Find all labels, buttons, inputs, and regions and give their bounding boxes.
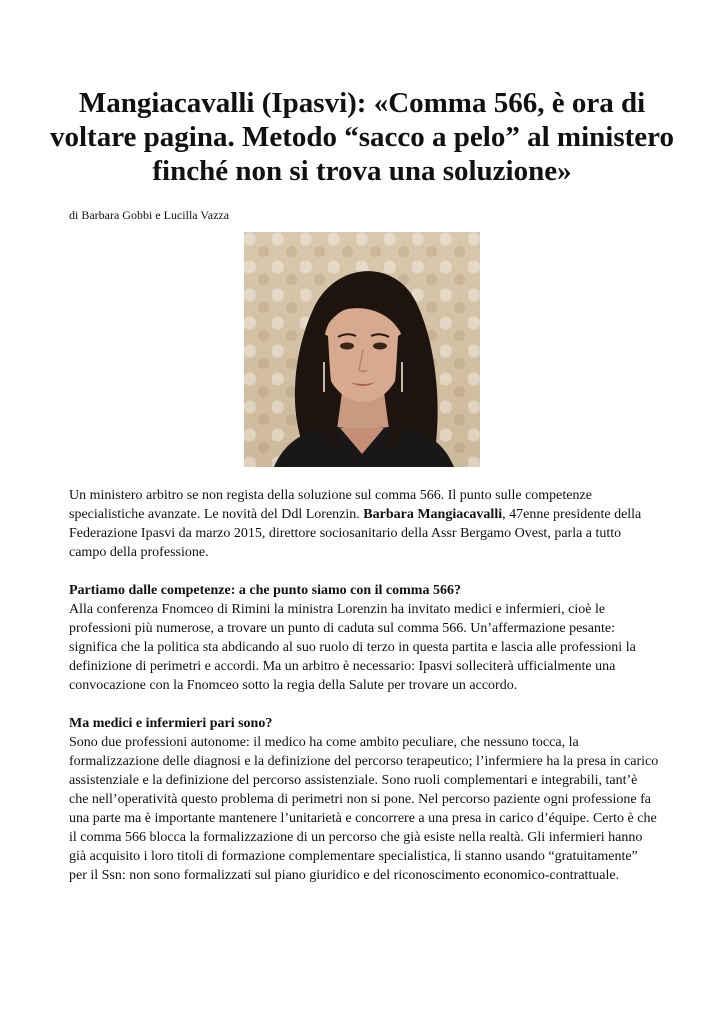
intro-text-1: Un ministero arbitro se non regista della soluzione sul comma 566. Il punto sulle competenze specialistiche avanzate. Le novità del Ddl Lorenzin. xyxy=(69,488,592,522)
interviewee-name: Barbara Mangiacavalli xyxy=(363,507,503,522)
article-body xyxy=(69,486,659,904)
article-byline: di Barbara Gobbi e Lucilla Vazza xyxy=(69,208,230,222)
question-2: Ma medici e infermieri pari sono? xyxy=(69,716,273,731)
answer-1: Alla conferenza Fnomceo di Rimini la ministra Lorenzin ha invitato medici e infermieri, cioè le professioni più numerose, a trovare un punto di caduta sul comma 566. Un’affermazione pesante: significa che la politica sta abdicando al suo ruolo di terzo in questa partita e lascia alle professioni la definizione di perimetri e accordi. Ma un arbitro è necessario: Ipasvi solleciterà ufficialmente una convocazione con la Fnomceo sotto la regia della Salute per trovare un accordo. xyxy=(69,602,636,693)
question-1: Partiamo dalle competenze: a che punto siamo con il comma 566? xyxy=(69,583,461,598)
portrait-photo xyxy=(244,232,480,467)
qa-block-2 xyxy=(69,714,659,885)
intro-text-2: , 47enne presidente della Federazione Ipasvi da marzo 2015, direttore sociosanitario della Assr Bergamo Ovest, parla a tutto campo della professione. xyxy=(69,507,642,560)
article-intro xyxy=(69,486,659,562)
article-title: Mangiacavalli (Ipasvi): «Comma 566, è ora di voltare pagina. Metodo “sacco a pelo” al ministero finché non si trova una soluzione» xyxy=(50,87,674,187)
qa-block-1 xyxy=(69,581,659,695)
answer-2: Sono due professioni autonome: il medico ha come ambito peculiare, che nessuno tocca, la formalizzazione delle diagnosi e la definizione del percorso terapeutico; l’infermiere ha la presa in carico assistenziale e la definizione del percorso assistenziale. Sono ruoli complementari e integrabili, tant’è che nell’operatività questo problema di perimetri non si pone. Nel percorso paziente ogni professione fa una parte ma è importante mantenere l’unitarietà e concorrere a una presa in carico d’équipe. Certo è che il comma 566 blocca la formalizzazione di un percorso che già esiste nella realtà. Gli infermieri hanno già acquisito i loro titoli di formazione complementare specialistica, li stanno usando “gratuitamente” per il Ssn: non sono formalizzati sul piano giuridico e del riconoscimento economico-contrattuale. xyxy=(69,735,659,883)
